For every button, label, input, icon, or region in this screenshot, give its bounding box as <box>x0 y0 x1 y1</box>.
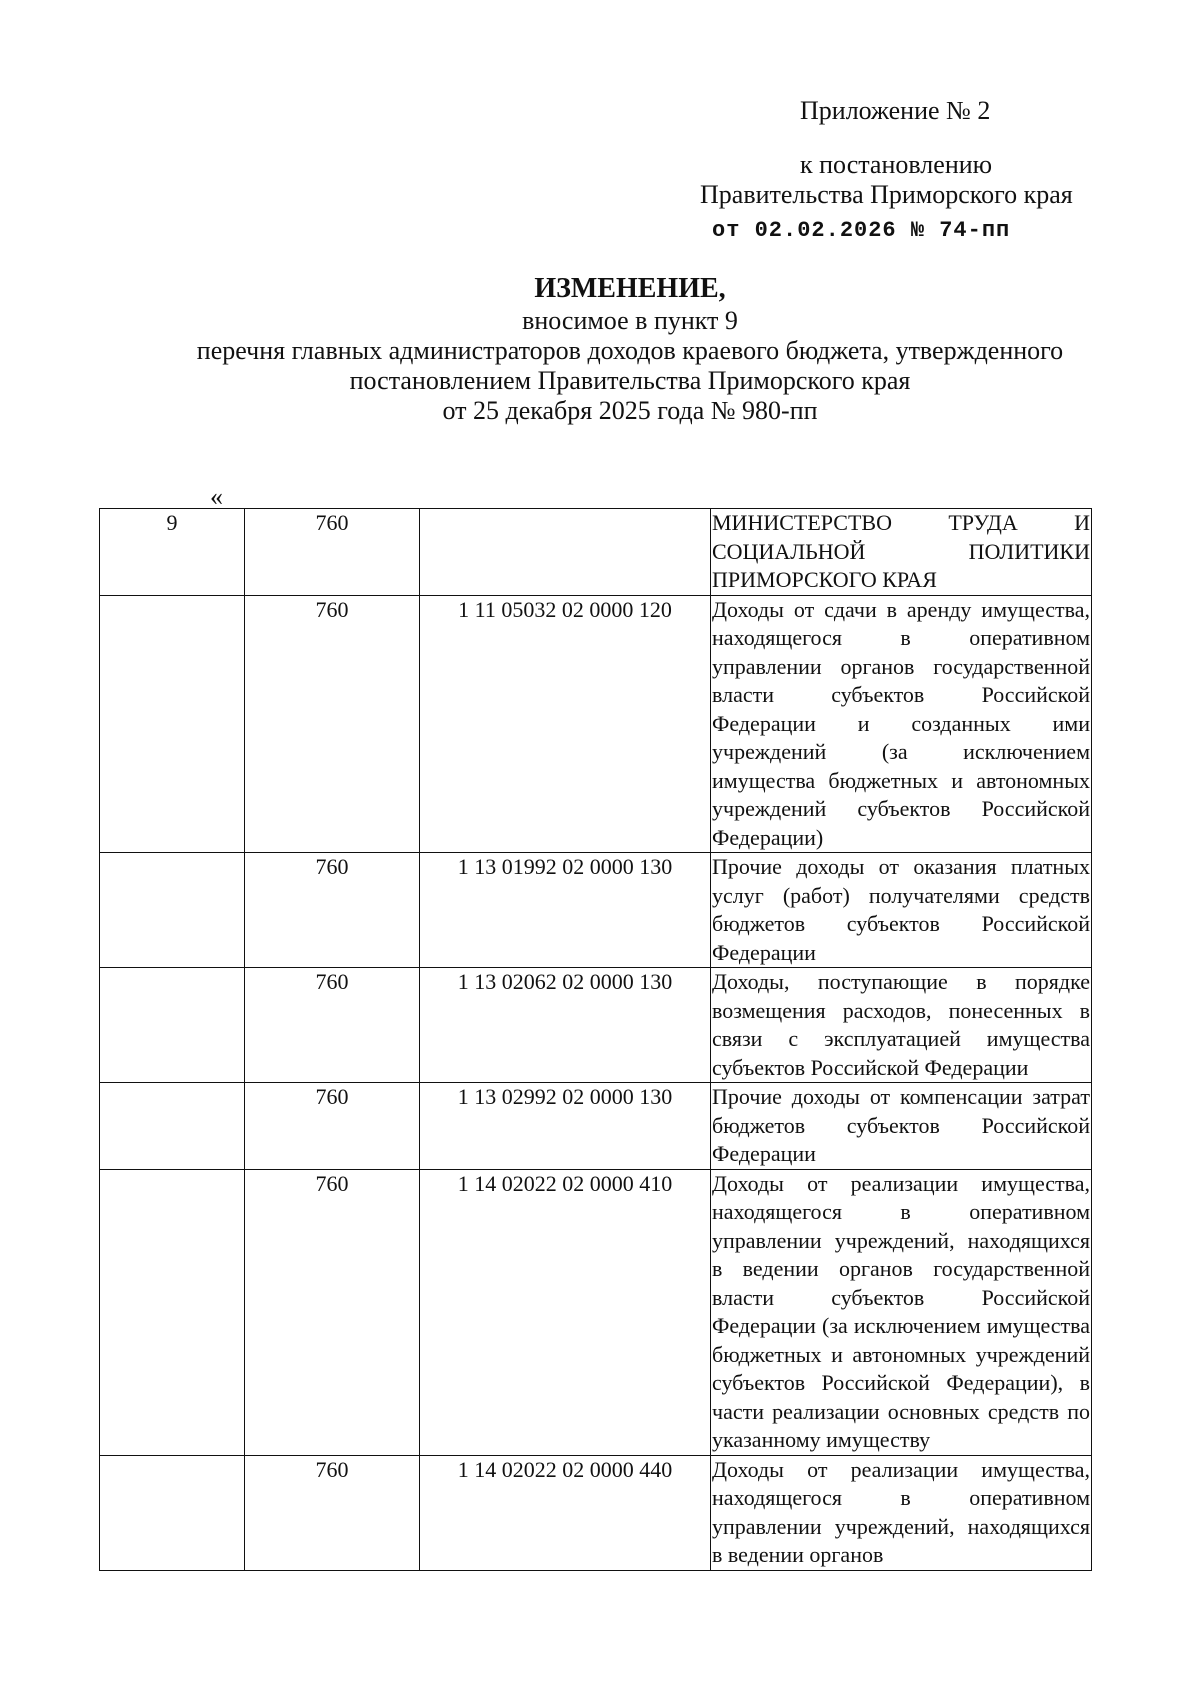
title-block <box>120 274 1140 426</box>
revenue-administrators-table <box>99 508 1092 1571</box>
description-cell <box>711 1455 1092 1570</box>
description-text: Доходы от реализации имущества, находящегося в оперативном управлении учреждений, находящихся в ведении органов государственной власти субъектов Российской Федерации (за исключением имущества бюджетных и автономных учреждений субъектов Российской Федерации), в части реализации основных средств по указанному имуществу <box>712 1170 1090 1452</box>
description-text: Доходы от реализации имущества, находящегося в оперативном управлении учреждений, находящихся в ведении органов <box>712 1456 1090 1567</box>
to-decree-label: к постановлению <box>800 150 993 179</box>
administrator-code-cell: 760 <box>245 1169 420 1455</box>
table-row <box>100 1083 1092 1170</box>
administrator-code-cell: 760 <box>245 968 420 1083</box>
description-text: Доходы от сдачи в аренду имущества, находящегося в оперативном управлении органов государственной власти субъектов Российской Федерации и созданных ими учреждений (за исключением имущества бюджетных и автономных учреждений субъектов Российской Федерации) <box>712 596 1090 850</box>
decree-reference: от 02.02.2026 № 74-пп <box>712 218 1011 243</box>
table-row <box>100 1455 1092 1570</box>
administrator-code-cell: 760 <box>245 853 420 968</box>
description-cell <box>711 1083 1092 1170</box>
table-row <box>100 1169 1092 1455</box>
administrator-code-cell: 760 <box>245 1455 420 1570</box>
description-text: Прочие доходы от оказания платных услуг (работ) получателями средств бюджетов субъектов Российской Федерации <box>712 854 1090 965</box>
description-text: Доходы, поступающие в порядке возмещения расходов, понесенных в связи с эксплуатацией имущества субъектов Российской Федерации <box>712 969 1090 1080</box>
revenue-code-cell: 1 14 02022 02 0000 440 <box>420 1455 711 1570</box>
revenue-code-cell: 1 14 02022 02 0000 410 <box>420 1169 711 1455</box>
administrator-code-cell: 760 <box>245 509 420 596</box>
table-row <box>100 853 1092 968</box>
description-text: Прочие доходы от компенсации затрат бюджетов субъектов Российской Федерации <box>712 1084 1090 1166</box>
item-number-cell <box>100 853 245 968</box>
title-line-4: от 25 декабря 2025 года № 980-пп <box>442 396 818 425</box>
description-cell <box>711 595 1092 853</box>
item-number-cell <box>100 1169 245 1455</box>
item-number-cell <box>100 968 245 1083</box>
title-line-3: постановлением Правительства Приморского края <box>349 366 911 395</box>
description-cell <box>711 509 1092 596</box>
opening-quote-mark: « <box>210 482 223 511</box>
revenue-code-cell: 1 11 05032 02 0000 120 <box>420 595 711 853</box>
title-line-1: вносимое в пункт 9 <box>522 306 738 335</box>
item-number-cell <box>100 1083 245 1170</box>
description-text: МИНИСТЕРСТВО ТРУДА И СОЦИАЛЬНОЙ ПОЛИТИКИ ПРИМОРСКОГО КРАЯ <box>712 510 1090 592</box>
table-row <box>100 509 1092 596</box>
administrator-code-cell: 760 <box>245 595 420 853</box>
government-label: Правительства Приморского края <box>700 180 1073 209</box>
item-number-cell <box>100 595 245 853</box>
table-row <box>100 968 1092 1083</box>
description-cell <box>711 968 1092 1083</box>
revenue-code-cell <box>420 509 711 596</box>
document-heading: ИЗМЕНЕНИЕ, <box>534 273 726 304</box>
revenue-code-cell: 1 13 02062 02 0000 130 <box>420 968 711 1083</box>
revenue-code-cell: 1 13 01992 02 0000 130 <box>420 853 711 968</box>
item-number-cell: 9 <box>100 509 245 596</box>
description-cell <box>711 853 1092 968</box>
item-number-cell <box>100 1455 245 1570</box>
appendix-label: Приложение № 2 <box>800 96 991 125</box>
administrator-code-cell: 760 <box>245 1083 420 1170</box>
title-line-2: перечня главных администраторов доходов краевого бюджета, утвержденного <box>196 336 1064 365</box>
revenue-code-cell: 1 13 02992 02 0000 130 <box>420 1083 711 1170</box>
description-cell <box>711 1169 1092 1455</box>
table-row <box>100 595 1092 853</box>
